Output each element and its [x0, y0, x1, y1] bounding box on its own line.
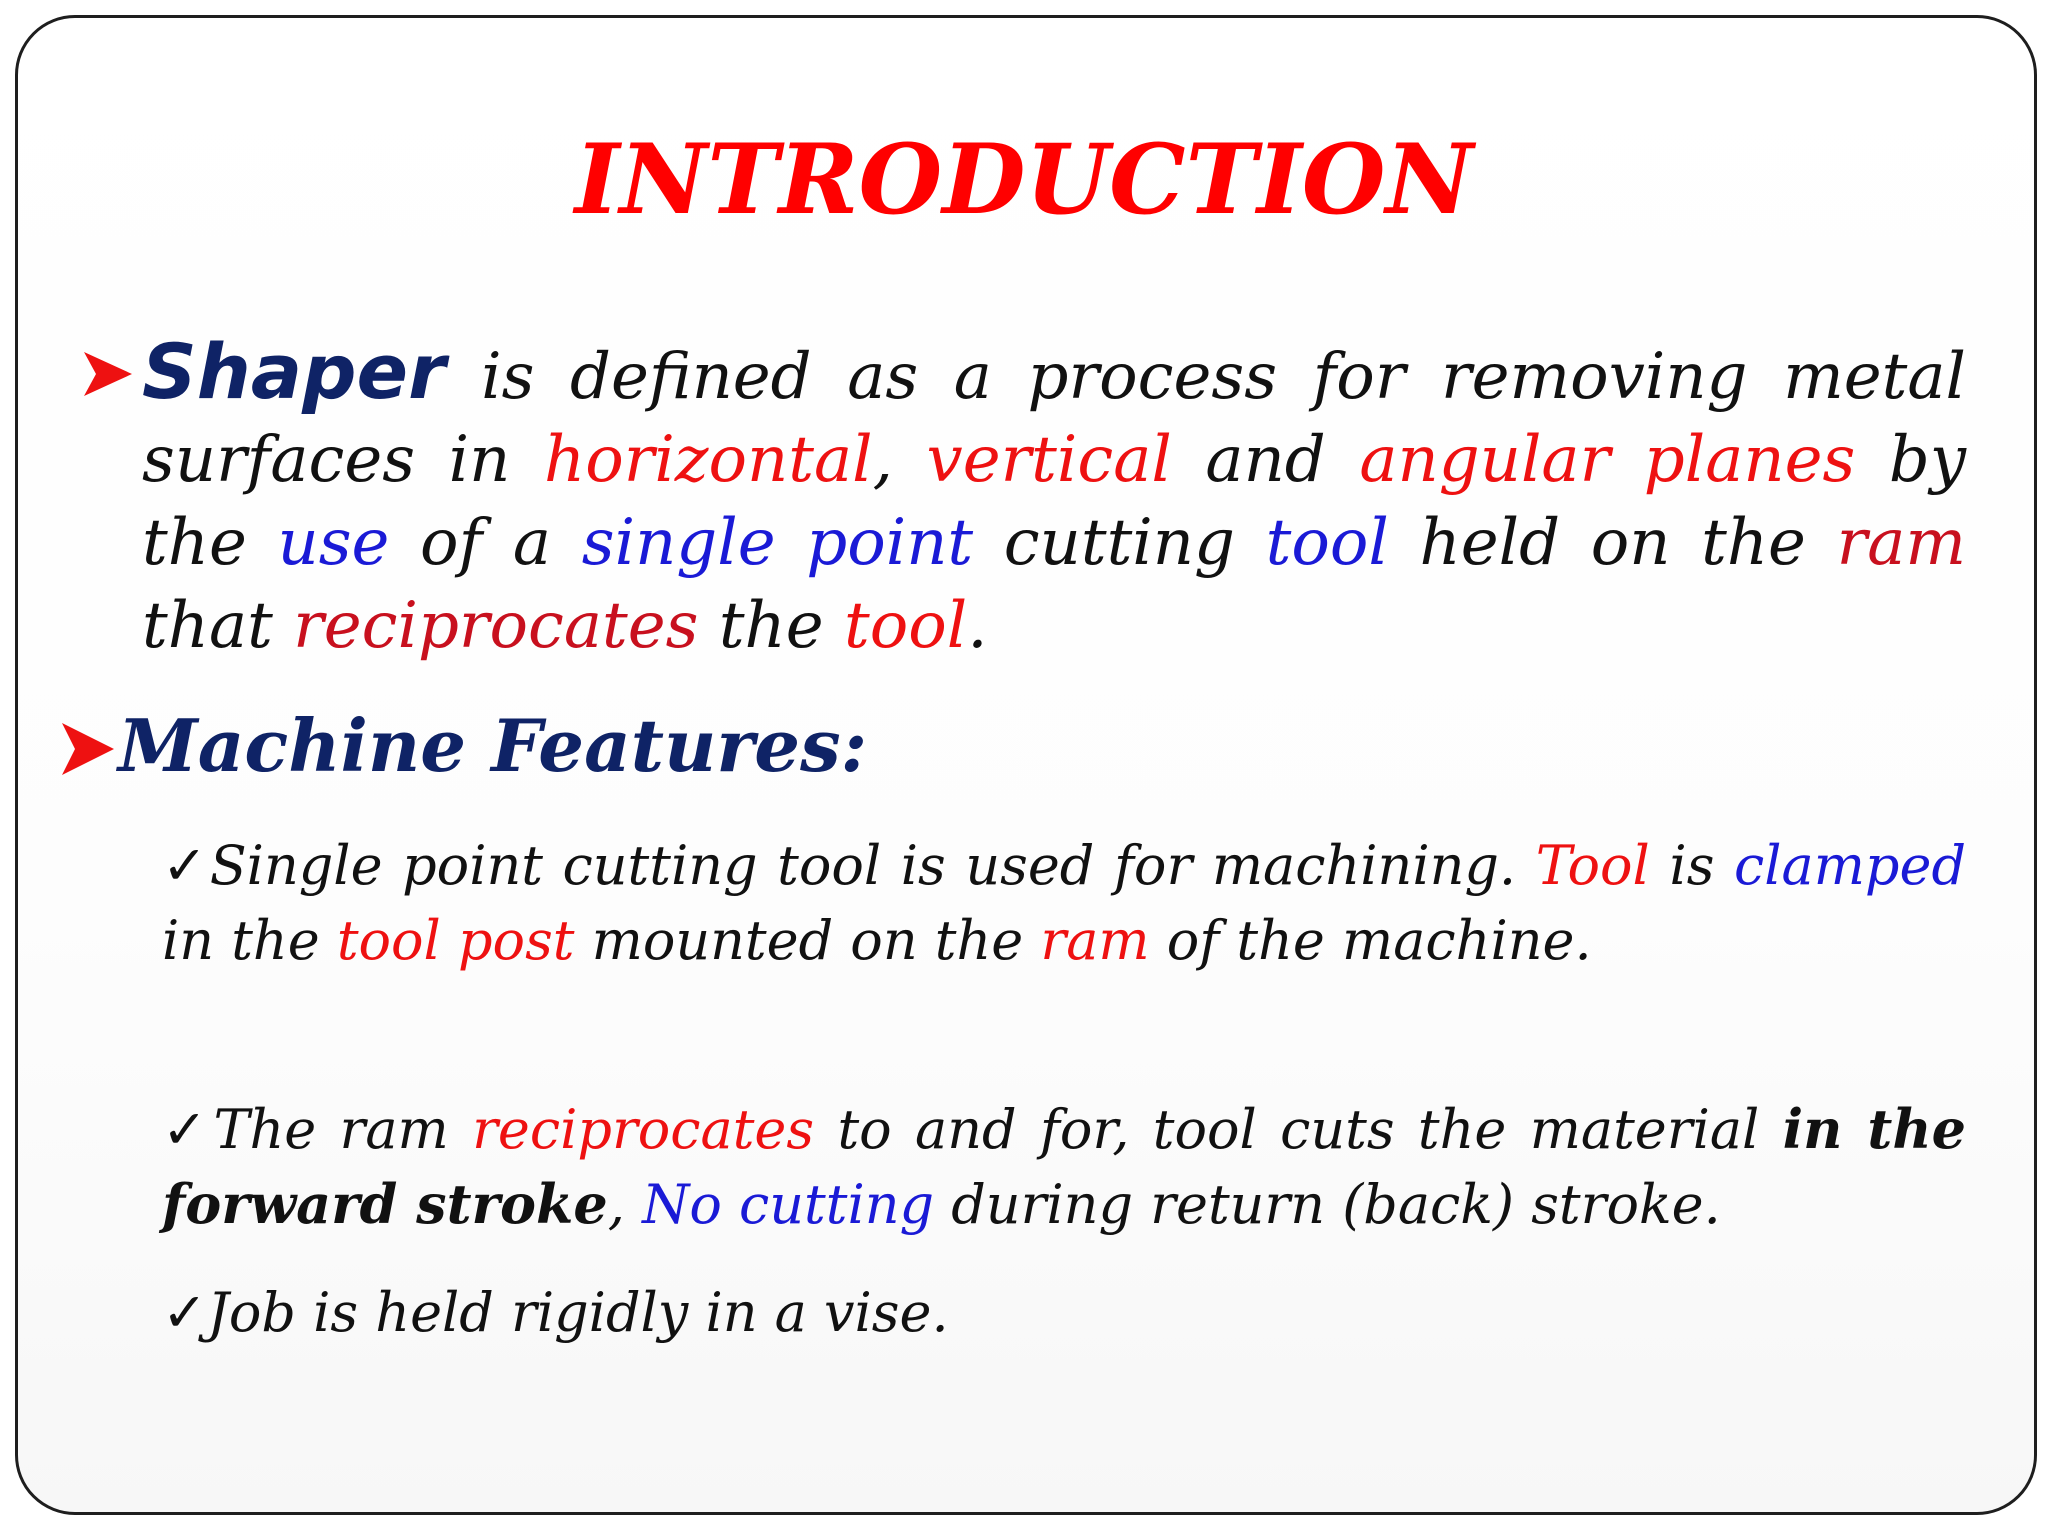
keyword-ram: ram [1040, 909, 1150, 972]
features-heading: Machine Features: [118, 703, 868, 788]
keyword-angular-planes: angular planes [1359, 423, 1856, 497]
slide-title: INTRODUCTION [574, 123, 1474, 236]
keyword-tool-end: tool [843, 589, 968, 663]
keyword-forward-stroke: in the forward stroke [162, 1097, 1966, 1236]
arrow-right-icon [82, 348, 134, 400]
feature-item-3: ✓Job is held rigidly in a vise. [162, 1281, 949, 1344]
arrow-right-icon [60, 720, 116, 778]
shaper-definition: Shaper is defined as a process for removing metal surfaces in horizontal, vertical and angular planes by the use of a single point cutting tool held on the ram that reciprocates the tool. [142, 327, 1967, 663]
keyword-reciprocates: reciprocates [472, 1098, 815, 1161]
keyword-vertical: vertical [926, 423, 1172, 497]
feature-item-1: ✓Single point cutting tool is used for machining. Tool is clamped in the tool post mounted on the ram of the machine. [162, 834, 1967, 972]
keyword-no-cutting: No cutting [642, 1173, 935, 1236]
feature-item-2: ✓The ram reciprocates to and for, tool cuts the material in the forward stroke, No cutting during return (back) stroke. [162, 1097, 1966, 1236]
keyword-use: use [277, 506, 390, 580]
keyword-reciprocates: reciprocates [293, 589, 699, 663]
keyword-clamped: clamped [1734, 834, 1967, 897]
term-shaper: Shaper [142, 327, 446, 416]
keyword-horizontal: horizontal [543, 423, 873, 497]
keyword-tool: Tool [1535, 834, 1650, 897]
keyword-single-point: single point [581, 506, 974, 580]
keyword-tool-post: tool post [336, 909, 575, 972]
checkmark-icon: ✓ [162, 834, 210, 897]
keyword-tool: tool [1265, 506, 1389, 580]
checkmark-icon: ✓ [162, 1098, 214, 1161]
checkmark-icon: ✓ [162, 1281, 208, 1344]
keyword-ram: ram [1836, 506, 1967, 580]
